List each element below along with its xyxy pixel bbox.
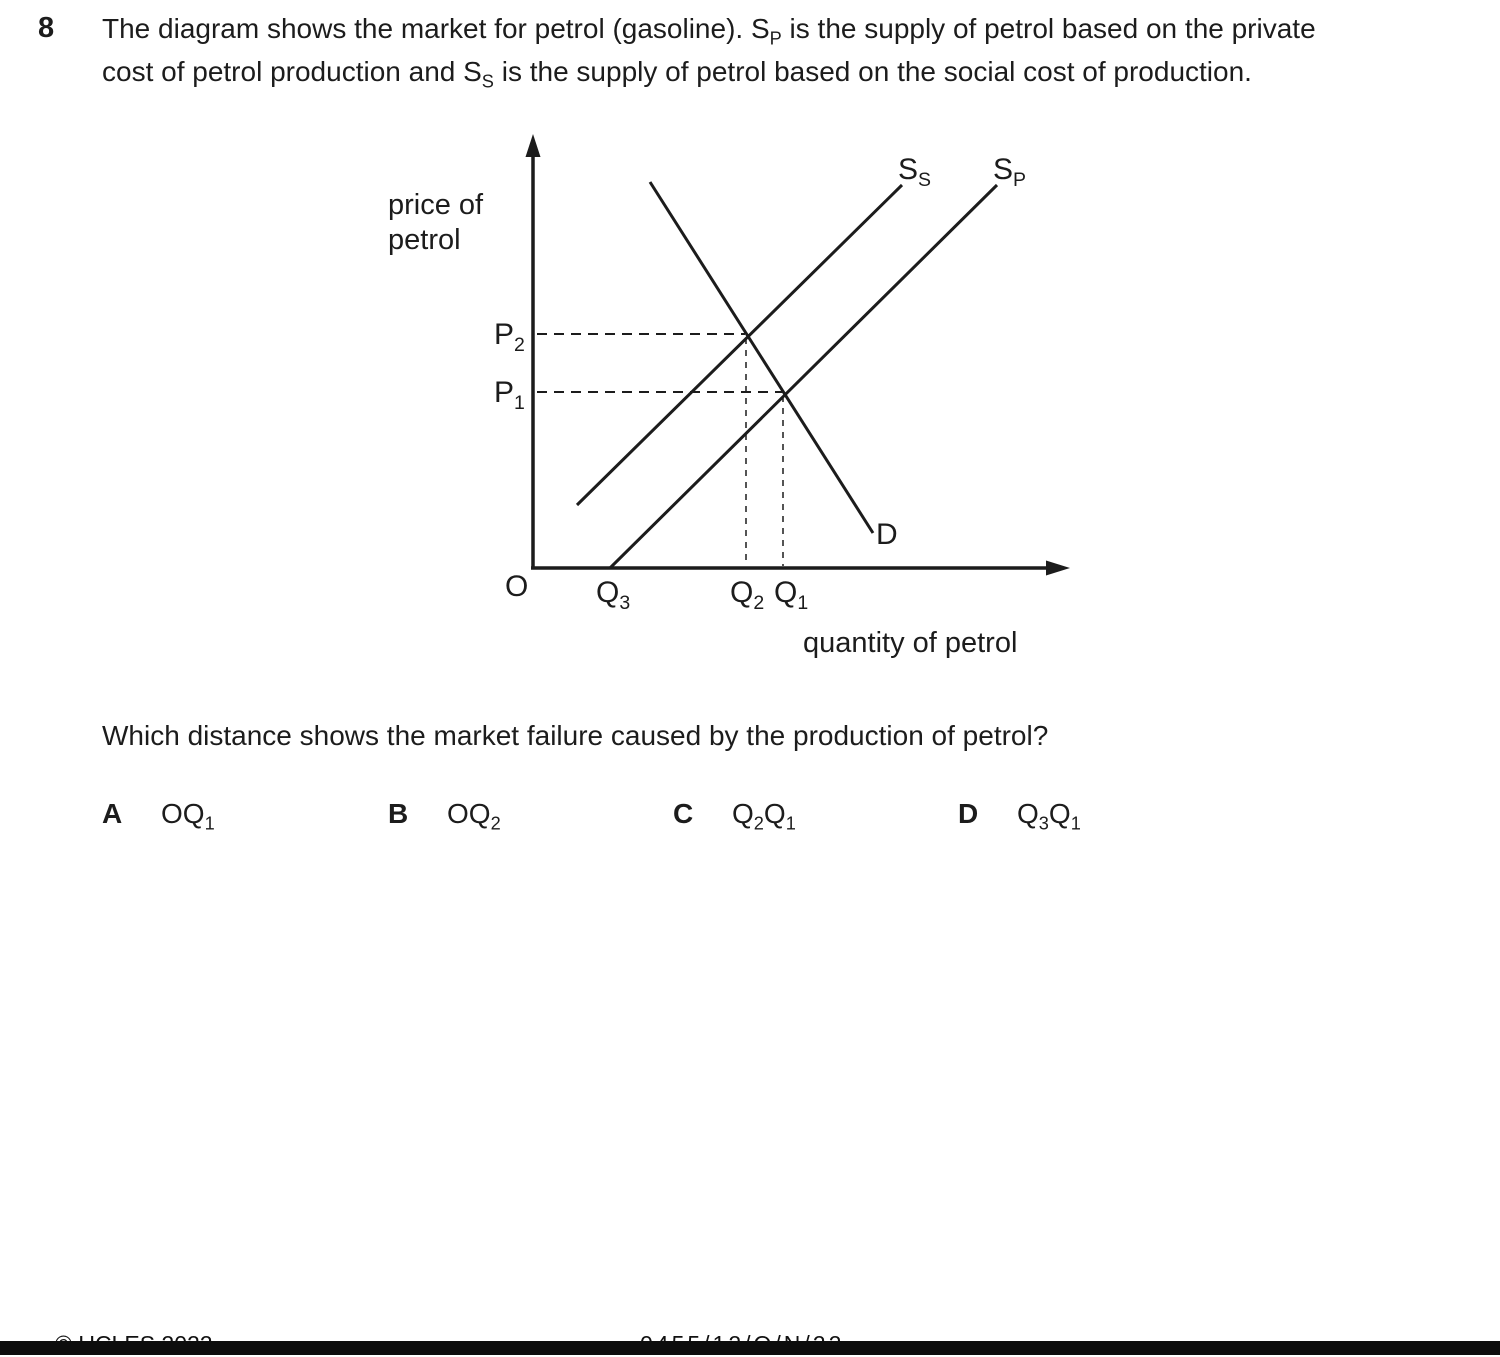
option-a-letter: A xyxy=(102,798,123,829)
y-axis-label-line2: petrol xyxy=(388,224,461,256)
option-a-p1: OQ xyxy=(161,798,205,829)
option-a xyxy=(102,798,215,834)
intro-seg1: The diagram shows the market for petrol (gasoline). S xyxy=(102,13,770,44)
option-d xyxy=(958,798,1081,834)
y-axis-label xyxy=(388,188,483,258)
option-c xyxy=(673,798,796,834)
option-a-value xyxy=(161,798,215,834)
q2-label xyxy=(730,576,764,615)
option-d-value xyxy=(1017,798,1081,834)
option-c-p2: Q xyxy=(763,798,786,829)
p2-label xyxy=(494,318,525,357)
q2-sub: 2 xyxy=(753,591,765,614)
intro-seg4: is the supply of petrol based on the social cost of production. xyxy=(493,56,1252,88)
q3-sub: 3 xyxy=(619,591,631,614)
q1-label xyxy=(774,576,808,615)
option-d-letter: D xyxy=(958,798,979,829)
p1-label xyxy=(494,376,525,415)
option-b-value xyxy=(447,798,501,834)
option-d-p1: Q xyxy=(1017,798,1039,829)
option-c-p1: Q xyxy=(732,798,754,829)
x-axis-label: quantity of petrol xyxy=(803,627,1018,659)
option-c-s1: 2 xyxy=(753,813,764,834)
demand-line xyxy=(650,182,873,533)
question-number: 8 xyxy=(38,12,55,44)
ss-main: S xyxy=(898,153,919,186)
origin-label: O xyxy=(505,570,529,603)
option-d-p2: Q xyxy=(1048,798,1071,829)
question-text: Which distance shows the market failure caused by the production of petrol? xyxy=(102,720,1049,751)
option-d-s1: 3 xyxy=(1038,813,1049,834)
footer-copyright-text xyxy=(55,1331,213,1341)
supply-private-label xyxy=(993,153,1026,192)
y-axis-label-line1: price of xyxy=(388,189,484,221)
option-c-letter: C xyxy=(673,798,694,829)
p2-main: P xyxy=(494,318,515,351)
q2-main: Q xyxy=(730,576,754,609)
p2-sub: 2 xyxy=(514,333,525,356)
option-c-value xyxy=(732,798,796,834)
option-b-p1: OQ xyxy=(447,798,491,829)
p1-main: P xyxy=(494,376,515,409)
ss-sub: S xyxy=(918,168,932,191)
option-b-letter: B xyxy=(388,798,409,829)
p1-sub: 1 xyxy=(514,391,525,414)
option-a-s1: 1 xyxy=(204,813,215,834)
intro-sub-s: S xyxy=(481,71,494,92)
supply-private-line xyxy=(610,185,997,568)
intro-seg3: cost of petrol production and S xyxy=(102,56,482,88)
q1-main: Q xyxy=(774,576,798,609)
footer-bar xyxy=(0,1341,1500,1355)
sp-main: S xyxy=(993,153,1014,186)
sp-sub: P xyxy=(1013,168,1027,191)
q1-sub: 1 xyxy=(797,591,809,614)
option-d-s2: 1 xyxy=(1070,813,1081,834)
option-b-s1: 2 xyxy=(490,813,501,834)
option-b xyxy=(388,798,501,834)
q3-main: Q xyxy=(596,576,620,609)
footer-paper-code-text xyxy=(640,1331,844,1341)
intro-sub-p: P xyxy=(769,28,782,49)
demand-label: D xyxy=(876,518,898,551)
supply-social-line xyxy=(577,185,902,505)
supply-social-label xyxy=(898,153,931,192)
x-axis-arrow-icon xyxy=(1046,561,1070,576)
question-intro-text xyxy=(102,12,1442,99)
y-axis-arrow-icon xyxy=(526,134,541,157)
intro-seg2: is the supply of petrol based on the private xyxy=(781,13,1316,44)
q3-label xyxy=(596,576,630,615)
option-c-s2: 1 xyxy=(785,813,796,834)
